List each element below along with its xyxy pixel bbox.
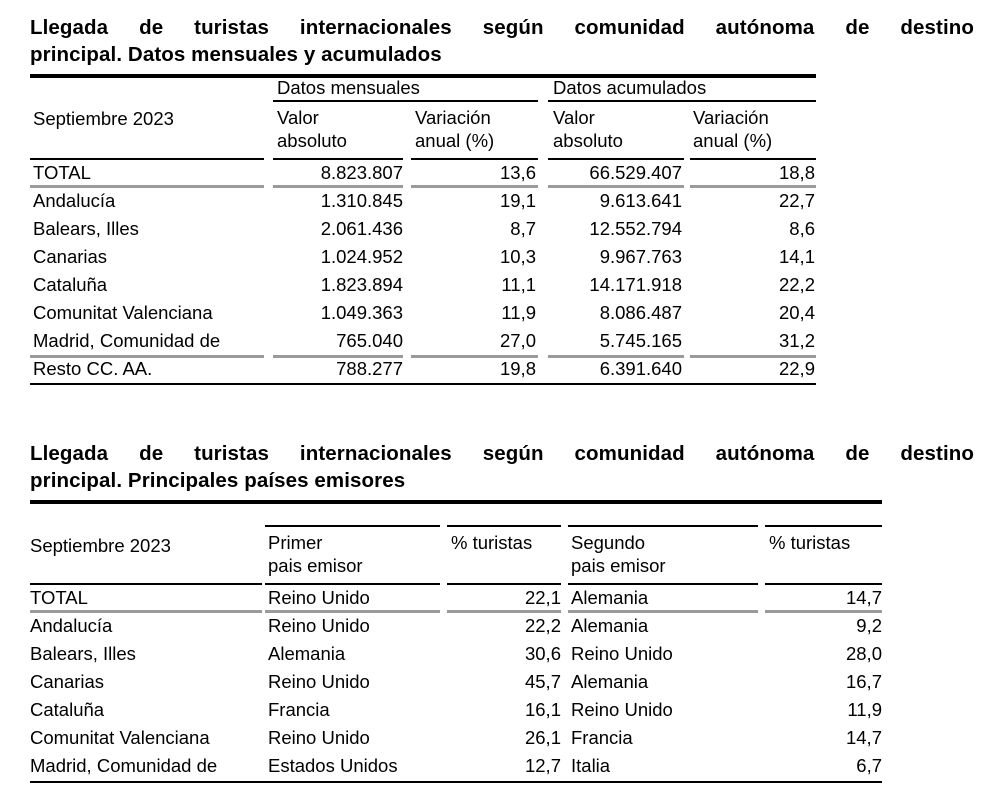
table2-header-rule-seg1 xyxy=(30,583,262,585)
table2-row-5-first-pct: 12,7 xyxy=(524,755,561,776)
table2-total-rule-seg3 xyxy=(447,610,561,613)
table1-group-header-monthly: Datos mensuales xyxy=(277,77,420,98)
table2-colheader-3-line2: pais emisor xyxy=(571,555,666,576)
table1-row-2-monthly-variation: 10,3 xyxy=(499,246,536,267)
table1-row-1-label: Balears, Illes xyxy=(33,218,139,239)
table2-row-4-second-pct: 14,7 xyxy=(845,727,882,748)
table1-row-1-monthly-absolute: 2.061.436 xyxy=(320,218,403,239)
table2-colheader-3-line1: Segundo xyxy=(571,532,646,553)
table1-row-4-cumulative-absolute: 8.086.487 xyxy=(599,302,682,323)
table2-colhead-rule-seg3 xyxy=(568,525,758,527)
table1-colheader-1-line2: absoluto xyxy=(277,130,347,151)
table2-row-1-label: Balears, Illes xyxy=(30,643,136,664)
table1-colheader-2-line2: anual (%) xyxy=(415,130,495,151)
table1-row-5-monthly-variation: 27,0 xyxy=(499,330,536,351)
table1-row-4-cumulative-variation: 20,4 xyxy=(778,302,815,323)
table2-total-second-pct: 14,7 xyxy=(845,587,882,608)
table1-colheader-3-line2: absoluto xyxy=(553,130,623,151)
table1-total-monthly-variation: 13,6 xyxy=(499,162,536,183)
table1-total-monthly-absolute: 8.823.807 xyxy=(320,162,403,183)
table2-row-4-second-country: Francia xyxy=(571,727,633,748)
table1-row-0-cumulative-variation: 22,7 xyxy=(778,190,815,211)
table2-row-0-label: Andalucía xyxy=(30,615,113,636)
table2-row-5-second-pct: 6,7 xyxy=(856,755,882,776)
table2-row-0-second-country: Alemania xyxy=(571,615,649,636)
table2-row-0-first-country: Reino Unido xyxy=(268,615,370,636)
table1-resto-cumulative-variation: 22,9 xyxy=(778,358,815,379)
table1-group-header-cumulative: Datos acumulados xyxy=(553,77,707,98)
table2-row-1-second-pct: 28,0 xyxy=(845,643,882,664)
table1-colheader-3-line1: Valor xyxy=(553,107,595,128)
table1-row-5-monthly-absolute: 765.040 xyxy=(336,330,403,351)
table1-group-rule-monthly xyxy=(273,100,538,102)
table1-total-rule-seg1 xyxy=(30,185,264,188)
table1-row-5-label: Madrid, Comunidad de xyxy=(33,330,221,351)
table2-colheader-4-line1: % turistas xyxy=(769,532,851,553)
table2-title-line2: principal. Principales países emisores xyxy=(30,469,406,492)
table2-row-3-label: Cataluña xyxy=(30,699,105,720)
table1-total-rule-seg2 xyxy=(273,185,403,188)
table1-group-rule-cumulative xyxy=(548,100,816,102)
table1-bottom-rule xyxy=(30,383,816,385)
table1-row-0-monthly-variation: 19,1 xyxy=(499,190,536,211)
table2-period-label: Septiembre 2023 xyxy=(30,535,171,556)
table2-bottom-rule xyxy=(30,781,882,783)
table1-row-1-monthly-variation: 8,7 xyxy=(510,218,536,239)
table2-header-rule-seg2 xyxy=(265,583,440,585)
table1-row-3-monthly-absolute: 1.823.894 xyxy=(320,274,403,295)
table2-row-3-second-country: Reino Unido xyxy=(571,699,673,720)
table1-row-4-monthly-absolute: 1.049.363 xyxy=(320,302,403,323)
table2-colheader-2-line1: % turistas xyxy=(451,532,533,553)
table2-total-second-country: Alemania xyxy=(571,587,649,608)
table2-top-rule xyxy=(30,500,882,504)
table1-row-1-cumulative-absolute: 12.552.794 xyxy=(589,218,682,239)
table1-row-2-cumulative-absolute: 9.967.763 xyxy=(599,246,682,267)
table2-row-3-first-pct: 16,1 xyxy=(524,699,561,720)
table2-total-rule-seg5 xyxy=(765,610,882,613)
table2-row-4-first-pct: 26,1 xyxy=(524,727,561,748)
table2-header-rule-seg4 xyxy=(568,583,758,585)
table2-row-2-label: Canarias xyxy=(30,671,105,692)
table1-header-rule-seg5 xyxy=(690,158,816,160)
table1-title-line1: Llegada de turistas internacionales según comunidad autónoma de destino xyxy=(30,16,974,39)
table1-resto-monthly-variation: 19,8 xyxy=(499,358,536,379)
table1-total-cumulative-absolute: 66.529.407 xyxy=(589,162,682,183)
table1-colheader-2-line1: Variación xyxy=(415,107,491,128)
table2-row-5-second-country: Italia xyxy=(571,755,611,776)
table2-row-2-second-pct: 16,7 xyxy=(845,671,882,692)
table1-row-2-cumulative-variation: 14,1 xyxy=(778,246,815,267)
table2-row-1-first-country: Alemania xyxy=(268,643,346,664)
table2-total-first-country: Reino Unido xyxy=(268,587,370,608)
table2-title xyxy=(30,440,974,494)
table2-row-2-first-pct: 45,7 xyxy=(524,671,561,692)
table2-colhead-rule-seg4 xyxy=(765,525,882,527)
table1-resto-cumulative-absolute: 6.391.640 xyxy=(599,358,682,379)
table2-row-4-label: Comunitat Valenciana xyxy=(30,727,210,748)
table1-header-rule-seg4 xyxy=(548,158,684,160)
table2-total-rule-seg4 xyxy=(568,610,758,613)
table2-colhead-rule-seg1 xyxy=(265,525,440,527)
table2-row-1-first-pct: 30,6 xyxy=(524,643,561,664)
table1-row-5-cumulative-variation: 31,2 xyxy=(778,330,815,351)
table1-colheader-4-line2: anual (%) xyxy=(693,130,773,151)
table2-row-1-second-country: Reino Unido xyxy=(571,643,673,664)
table2-row-3-second-pct: 11,9 xyxy=(847,699,882,720)
table2-header-rule-seg5 xyxy=(765,583,882,585)
table1-resto-monthly-absolute: 788.277 xyxy=(336,358,403,379)
table2-total-label: TOTAL xyxy=(30,587,88,608)
table2-row-5-first-country: Estados Unidos xyxy=(268,755,398,776)
table1-row-3-cumulative-variation: 22,2 xyxy=(778,274,815,295)
table1-row-0-monthly-absolute: 1.310.845 xyxy=(320,190,403,211)
table1-row-2-label: Canarias xyxy=(33,246,108,267)
table1-row-3-monthly-variation: 11,1 xyxy=(501,274,536,295)
table1-total-rule-seg4 xyxy=(548,185,684,188)
table2-total-rule-seg1 xyxy=(30,610,262,613)
table2-row-3-first-country: Francia xyxy=(268,699,330,720)
table2-row-4-first-country: Reino Unido xyxy=(268,727,370,748)
table2-row-5-label: Madrid, Comunidad de xyxy=(30,755,218,776)
table1-header-rule-seg3 xyxy=(411,158,538,160)
table2-total-first-pct: 22,1 xyxy=(524,587,561,608)
table1-row-0-cumulative-absolute: 9.613.641 xyxy=(599,190,682,211)
table1-row-5-cumulative-absolute: 5.745.165 xyxy=(599,330,682,351)
table2-total-rule-seg2 xyxy=(265,610,440,613)
table2-row-0-second-pct: 9,2 xyxy=(856,615,882,636)
table1-total-cumulative-variation: 18,8 xyxy=(778,162,815,183)
table1-title xyxy=(30,14,974,68)
table2-header-rule-seg3 xyxy=(447,583,561,585)
table1-total-rule-seg5 xyxy=(690,185,816,188)
table1-total-rule-seg3 xyxy=(411,185,538,188)
table1-row-2-monthly-absolute: 1.024.952 xyxy=(320,246,403,267)
table1-header-rule-seg2 xyxy=(273,158,403,160)
table1-resto-label: Resto CC. AA. xyxy=(33,358,153,379)
table1-row-1-cumulative-variation: 8,6 xyxy=(789,218,815,239)
table1-title-line2: principal. Datos mensuales y acumulados xyxy=(30,43,442,66)
table1-row-0-label: Andalucía xyxy=(33,190,116,211)
table1-colheader-1-line1: Valor xyxy=(277,107,319,128)
table2-row-2-second-country: Alemania xyxy=(571,671,649,692)
table2-colheader-1-line1: Primer xyxy=(268,532,323,553)
table2-row-0-first-pct: 22,2 xyxy=(524,615,561,636)
table1-period-label: Septiembre 2023 xyxy=(33,108,174,129)
table1-colheader-4-line1: Variación xyxy=(693,107,769,128)
table1-row-4-monthly-variation: 11,9 xyxy=(501,302,536,323)
table1-header-rule-seg1 xyxy=(30,158,264,160)
table1-row-4-label: Comunitat Valenciana xyxy=(33,302,213,323)
table2-colheader-1-line2: pais emisor xyxy=(268,555,363,576)
table1-row-3-label: Cataluña xyxy=(33,274,108,295)
table2-row-2-first-country: Reino Unido xyxy=(268,671,370,692)
table2-title-line1: Llegada de turistas internacionales según comunidad autónoma de destino xyxy=(30,442,974,465)
table1-total-label: TOTAL xyxy=(33,162,91,183)
table2-colhead-rule-seg2 xyxy=(447,525,561,527)
table1-row-3-cumulative-absolute: 14.171.918 xyxy=(589,274,682,295)
